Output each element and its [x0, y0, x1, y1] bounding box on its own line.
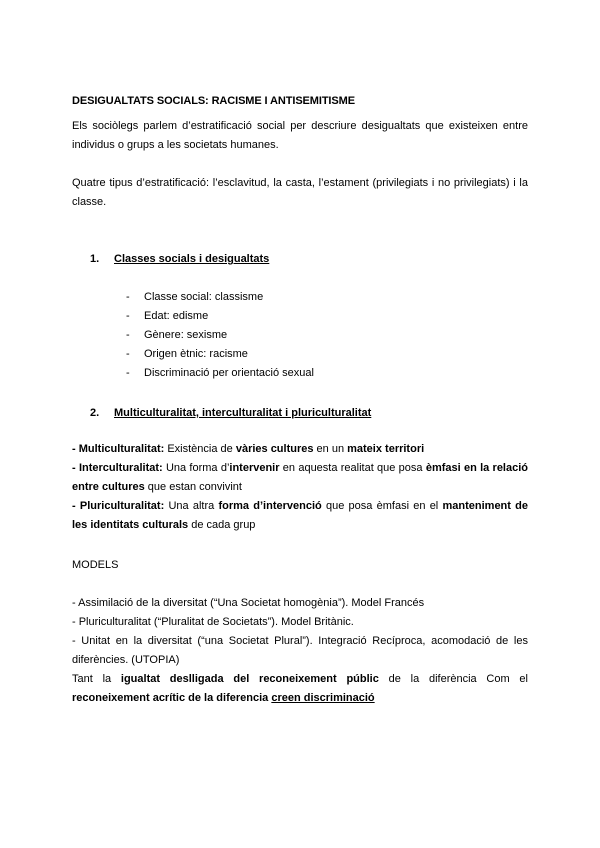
- inequality-list: [126, 288, 314, 383]
- list-item-text: Discriminació per orientació sexual: [144, 367, 314, 379]
- definition-text: en aquesta realitat que posa: [279, 462, 426, 474]
- definition-label: - Multiculturalitat:: [72, 443, 165, 455]
- document-title: DESIGUALTATS SOCIALS: RACISME I ANTISEMITISME: [72, 95, 355, 107]
- intro-paragraph: Els sociòlegs parlem d’estratificació social per descriure desigualtats que existeixen entre individus o grups a les societats humanes.: [72, 120, 528, 151]
- section-2-number: 2.: [90, 407, 100, 419]
- models-list: [72, 594, 528, 708]
- conclusion-emphasis-underlined: creen discriminació: [271, 692, 375, 704]
- definition-text: que estan convivint: [144, 481, 242, 493]
- list-item: [126, 288, 314, 307]
- definition-label: - Interculturalitat:: [72, 462, 163, 474]
- definition-text: Una altra: [164, 500, 219, 512]
- definition-text: en un: [313, 443, 348, 455]
- list-item-text: Classe social: classisme: [144, 291, 264, 303]
- conclusion-text: de la diferència Com el: [378, 673, 528, 685]
- list-item-text: Origen ètnic: racisme: [144, 348, 248, 360]
- definitions-block: [72, 440, 528, 535]
- conclusion-text: Tant la: [72, 673, 121, 685]
- definition-text: que posa èmfasi en el: [321, 500, 443, 512]
- list-item: [126, 326, 314, 345]
- list-bullet: -: [126, 329, 130, 341]
- definition-emphasis: èmfasi en la relació entre cultures: [72, 462, 529, 493]
- definition-text: Existència de: [164, 443, 236, 455]
- definition-emphasis: forma d’intervenció: [218, 500, 322, 512]
- list-item: [126, 345, 314, 364]
- list-bullet: -: [126, 348, 130, 360]
- section-1-title: Classes socials i desigualtats: [114, 253, 270, 265]
- definition-interculturalitat: [72, 459, 528, 497]
- models-conclusion: [72, 670, 528, 708]
- conclusion-emphasis: igualtat deslligada del reconeixement públic: [120, 673, 379, 685]
- definition-emphasis: manteniment de les identitats culturals: [72, 500, 528, 531]
- section-1-heading: [90, 250, 269, 269]
- definition-emphasis: mateix territori: [347, 443, 425, 455]
- list-item: [126, 307, 314, 326]
- definition-text: de cada grup: [188, 519, 256, 531]
- list-bullet: -: [126, 310, 130, 322]
- list-bullet: -: [126, 367, 130, 379]
- list-item-text: Edat: edisme: [144, 310, 209, 322]
- section-2-heading: [90, 404, 371, 423]
- models-heading: MODELS: [72, 559, 119, 571]
- definition-emphasis: intervenir: [229, 462, 280, 474]
- stratification-types-paragraph: Quatre tipus d’estratificació: l’esclavitud, la casta, l’estament (privilegiats i no privilegiats) i la classe.: [72, 177, 528, 208]
- model-item: - Unitat en la diversitat (“una Societat Plural”). Integració Recíproca, acomodació de les diferències. (UTOPIA): [72, 635, 528, 666]
- definition-multiculturalitat: [72, 440, 528, 459]
- section-1-number: 1.: [90, 253, 100, 265]
- definition-text: Una forma d’: [162, 462, 230, 474]
- model-item: - Assimilació de la diversitat (“Una Societat homogènia”). Model Francés: [72, 597, 425, 609]
- list-bullet: -: [126, 291, 130, 303]
- list-item: [126, 364, 314, 383]
- definition-emphasis: vàries cultures: [235, 443, 314, 455]
- model-item: - Pluriculturalitat (“Pluralitat de Societats”). Model Britànic.: [72, 616, 354, 628]
- definition-pluriculturalitat: [72, 497, 528, 535]
- list-item-text: Gènere: sexisme: [144, 329, 228, 341]
- section-2-title: Multiculturalitat, interculturalitat i pluriculturalitat: [114, 407, 372, 419]
- definition-label: - Pluriculturalitat:: [72, 500, 165, 512]
- conclusion-emphasis: reconeixement acrític de la diferencia: [72, 692, 269, 704]
